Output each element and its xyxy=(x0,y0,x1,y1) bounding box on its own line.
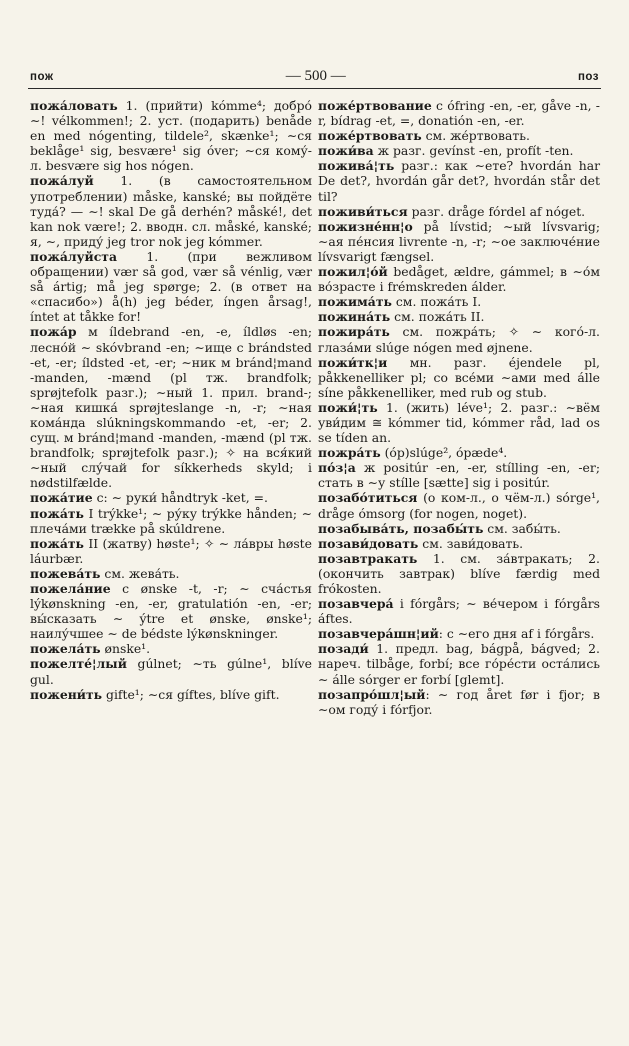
dictionary-entry xyxy=(318,626,600,641)
dictionary-entry xyxy=(30,324,312,490)
entry-headword: пожа́луйста xyxy=(30,248,117,264)
entry-definition: с ønske -t, -r; ∼ сча́стья lýkønskning -en, -er, gratulatión -en, -er; вы́сказать ∼ ýtre et ønske, ønske¹; наилу́чшее ∼ de bédste lýkønskninger. xyxy=(30,581,312,642)
dictionary-entry xyxy=(318,460,600,490)
dictionary-entry xyxy=(318,490,600,520)
entry-headword: пожени́ть xyxy=(30,686,103,702)
dictionary-entry xyxy=(318,204,600,219)
entry-definition: I trýkke¹; ∼ ру́ку trýkke hånden; ∼ плеча́ми trække på skúldrene. xyxy=(30,505,312,536)
entry-headword: пожела́ть xyxy=(30,641,101,657)
dictionary-entry xyxy=(318,309,600,324)
left-column xyxy=(30,98,312,1028)
entry-headword: пожелте́¦лый xyxy=(30,656,127,672)
entry-definition: разг.: как ∼ете? hvordán har De det?, hvordán går det?, hvordán står det til? xyxy=(318,158,600,204)
dictionary-entry xyxy=(30,687,312,702)
entry-headword: пожа́ть xyxy=(30,535,84,551)
dictionary-entry xyxy=(318,536,600,551)
entry-definition: : ∼ год året før i fjor; в ∼ом году́ i fórfjor. xyxy=(318,686,600,717)
dictionary-entry xyxy=(318,445,600,460)
entry-definition: ж positúr -en, -er, stílling -en, -er; стать в ∼у stílle [sætte] sig i positúr. xyxy=(318,460,600,491)
entry-definition: (óp)slúge², ópæde⁴. xyxy=(380,445,508,461)
entry-definition: : с ∼его дня af i fórgårs. xyxy=(438,626,595,642)
header-rule xyxy=(28,88,601,89)
entry-definition: ж разг. gevínst -en, profít -ten. xyxy=(373,143,574,159)
entry-definition: (о ком-л., о чём-л.) sórge¹, dråge ómsorg (for nogen, noget). xyxy=(318,490,600,521)
dictionary-entry xyxy=(318,219,600,264)
entry-definition: с ófring -en, -er, gåve -n, -r, bídrag -et, =, donatión -en, -er. xyxy=(318,98,600,129)
dictionary-entry xyxy=(318,641,600,686)
dictionary-entry xyxy=(318,400,600,445)
dictionary-entry xyxy=(30,506,312,536)
header-guide-word-left: пож xyxy=(30,71,54,83)
entry-definition: см. пожа́ть I. xyxy=(391,294,482,310)
entry-headword: пожи́¦ть xyxy=(318,399,378,415)
entry-headword: позабо́титься xyxy=(318,490,418,506)
dictionary-entry xyxy=(318,521,600,536)
entry-headword: позапро́шл¦ый xyxy=(318,686,426,702)
dictionary-entry xyxy=(30,249,312,324)
entry-headword: позади́ xyxy=(318,641,369,657)
entry-definition: м íldebrand -en, -e, íldløs -en; лесно́й ∼ skóvbrand -en; ∼ище с brándsted -et, -er; íldsted -et, -er; ∼ник м bránd¦mand -manden, -mænd (pl тж. brandfolk; sprøjtefolk разг.); ∼ный 1. прил. brand-; ∼ная кишка́ sprøjteslange -n, -r; ∼ная кома́нда slúkningskommando -et, -er; 2. сущ. м bránd¦mand -manden, -mænd (pl тж. brandfolk; sprøjtefolk разг.); ✧ на вся́кий ∼ный слу́чай for síkkerheds skyld; i nødstilfælde. xyxy=(30,324,312,491)
entry-definition: см. забы́ть. xyxy=(483,520,561,536)
dictionary-entry xyxy=(318,143,600,158)
entry-headword: пожи́тк¦и xyxy=(318,354,388,370)
page-number: — 500 — xyxy=(285,68,346,84)
entry-definition: ønske¹. xyxy=(100,641,151,657)
entry-headword: пожил¦о́й xyxy=(318,264,388,280)
dictionary-entry xyxy=(30,536,312,566)
dictionary-entry xyxy=(318,98,600,128)
entry-definition: разг. dråge fórdel af nóget. xyxy=(407,203,586,219)
entry-headword: пожа́тие xyxy=(30,490,93,506)
entry-definition: på lívstid; ∼ый lívsvarig; ∼ая пе́нсия livrente -n, -r; ∼ое заключе́ние lívsvarigt fængsel. xyxy=(318,218,600,264)
entry-definition: см. жева́ть. xyxy=(100,565,180,581)
entry-headword: поже́ртвовать xyxy=(318,128,422,144)
entry-headword: поживи́ться xyxy=(318,203,408,219)
dictionary-entry xyxy=(318,158,600,203)
entry-headword: позабыва́ть, позабы́ть xyxy=(318,520,484,536)
dictionary-entry xyxy=(318,324,600,354)
dictionary-entry xyxy=(318,596,600,626)
entry-headword: пожира́ть xyxy=(318,324,390,340)
entry-headword: позавчера́ xyxy=(318,596,394,612)
entry-headword: пожина́ть xyxy=(318,309,391,325)
entry-headword: пожева́ть xyxy=(30,565,101,581)
entry-headword: пожа́ть xyxy=(30,505,84,521)
dictionary-entry xyxy=(30,490,312,505)
entry-headword: пожра́ть xyxy=(318,445,381,461)
entry-definition: 1. см. за́втракать; 2. (окончить завтрак) blíve færdig med frókosten. xyxy=(318,550,600,596)
entry-headword: по́з¦а xyxy=(318,460,356,476)
dictionary-entry xyxy=(318,551,600,596)
dictionary-entry xyxy=(30,641,312,656)
entry-headword: позавтракать xyxy=(318,550,418,566)
dictionary-entry xyxy=(318,687,600,717)
dictionary-entry xyxy=(318,264,600,294)
dictionary-entry xyxy=(30,566,312,581)
dictionary-entry xyxy=(30,581,312,641)
entry-definition: см. пожа́ть II. xyxy=(390,309,485,325)
entry-headword: пожела́ние xyxy=(30,581,111,596)
header-guide-word-right: поз xyxy=(577,71,599,83)
entry-definition: bedåget, ældre, gámmel; в ∼о́м во́зрасте i frémskreden álder. xyxy=(318,264,600,295)
entry-definition: см. зави́довать. xyxy=(418,535,524,551)
entry-headword: пожа́ловать xyxy=(30,98,118,113)
dictionary-entry xyxy=(30,656,312,686)
entry-headword: пожа́р xyxy=(30,324,77,340)
entry-headword: позави́довать xyxy=(318,535,419,551)
dictionary-entry xyxy=(30,98,312,173)
entry-definition: 1. (при вежливом обращении) vær så god, vær så vénlig, vær så ártig; må jeg spørge; 2. (в ответ на «спасибо») å(h) jeg béder, íngen årsag!, íntet at tåkke for! xyxy=(30,248,312,325)
entry-headword: позавчера́шн¦ий xyxy=(318,626,439,642)
entry-headword: пожима́ть xyxy=(318,294,392,310)
entry-headword: поже́ртвование xyxy=(318,98,432,113)
entry-definition: мн. разг. éjendele pl, påkkenelliker pl; со все́ми ∼ами med álle síne påkkenelliker, med rub og stub. xyxy=(318,354,600,400)
entry-headword: пожа́луй xyxy=(30,173,94,189)
dictionary-entry xyxy=(318,294,600,309)
dictionary-entry xyxy=(30,173,312,248)
entry-definition: 1. (жить) léve¹; 2. разг.: ∼вём уви́дим ≅ kómmer tid, kómmer råd, lad os se tíden an. xyxy=(318,399,600,446)
entry-definition: с: ∼ руки́ håndtryk -ket, =. xyxy=(92,490,268,506)
dictionary-columns xyxy=(30,98,600,1028)
dictionary-entry xyxy=(318,128,600,143)
entry-definition: см. же́ртвовать. xyxy=(421,128,530,144)
entry-definition: см. пожра́ть; ✧ ∼ кого́-л. глаза́ми slúge nógen med øjnene. xyxy=(318,324,600,355)
entry-headword: пожива́¦ть xyxy=(318,158,395,174)
right-column xyxy=(318,98,600,1028)
entry-definition: II (жатву) høste¹; ✧ ∼ ла́вры høste láurbær. xyxy=(30,535,312,566)
entry-definition: i fórgårs; ∼ ве́чером i fórgårs áftes. xyxy=(318,596,600,627)
entry-headword: пожи́ва xyxy=(318,143,374,159)
entry-definition: gúlnet; ∼ть gúlne¹, blíve gul. xyxy=(30,656,312,687)
entry-headword: пожизне́нн¦о xyxy=(318,218,413,234)
entry-definition: gifte¹; ∼ся gíftes, blíve gift. xyxy=(102,686,280,702)
entry-definition: 1. (прийти) kómme⁴; добро́ ∼! vélkommen!; 2. уст. (подарить) benåde en med nógenting, tildele², skænke¹; ∼ся beklåge¹ sig, besvære¹ sig óver; ∼ся кому́-л. besvære sig hos nógen. xyxy=(30,98,312,174)
running-header xyxy=(30,68,599,86)
dictionary-entry xyxy=(318,355,600,400)
entry-definition: 1. предл. bag, bágpå, bágved; 2. нареч. tilbåge, forbí; все го́ре́сти оста́лись ∼ álle sórger er forbí [glemt]. xyxy=(318,641,600,687)
entry-definition: 1. (в самостоятельном употреблении) måske, kanské; вы пойдёте туда́? — ∼! skal De gå derhén? måské!, det kan nok være!; 2. вводн. сл. måské, kanské; я, ∼, приду́ jeg tror nok jeg kómmer. xyxy=(30,173,312,249)
